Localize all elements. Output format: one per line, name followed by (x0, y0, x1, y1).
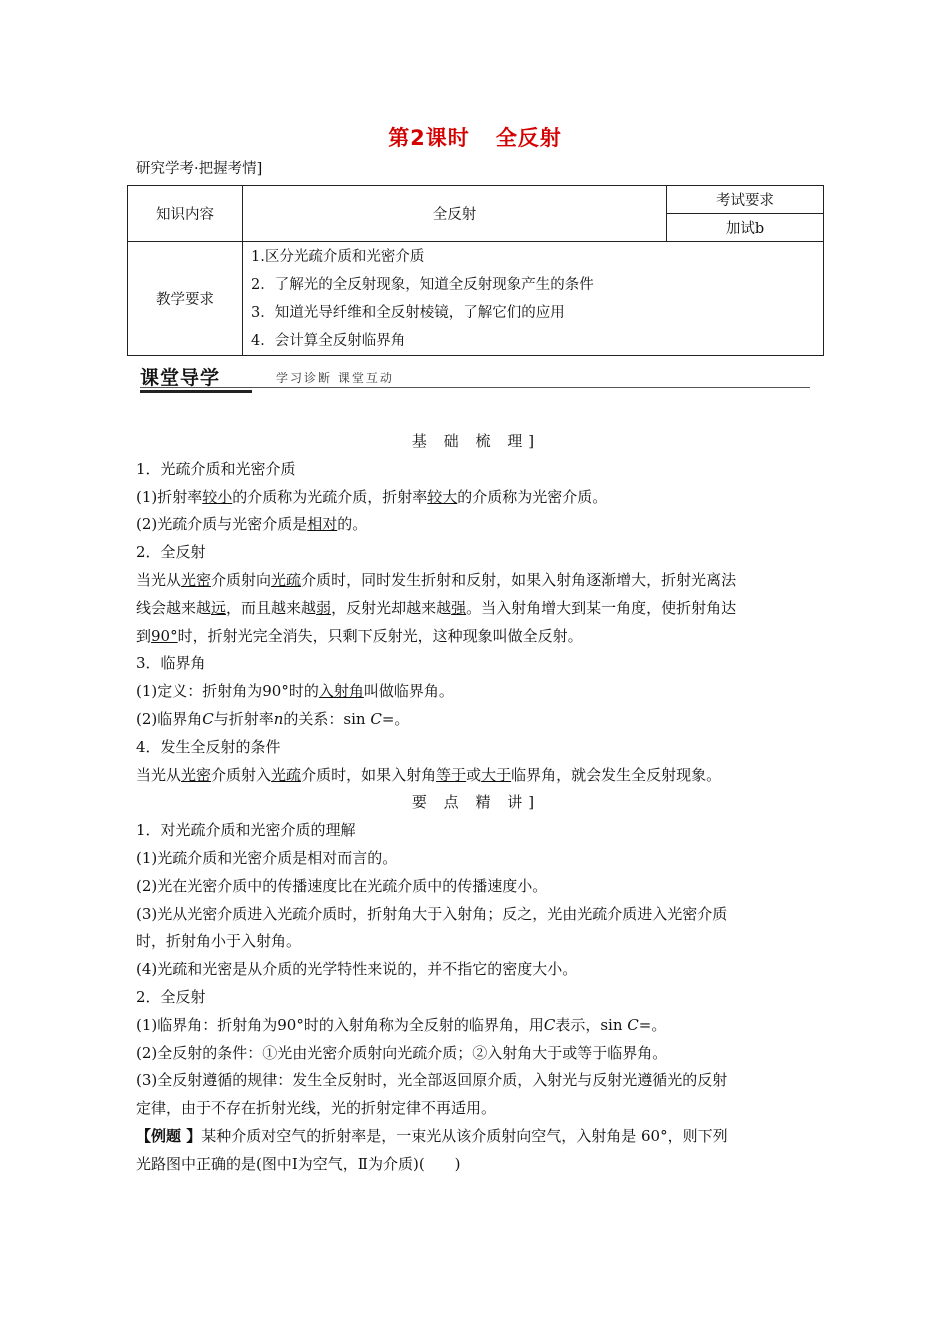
subheading: 研究学考·把握考情] (136, 161, 263, 177)
key-item: (3)全反射遵循的规律：发生全反射时，光全部返回原介质，入射光与反射光遵循光的反射 (136, 1071, 728, 1090)
title-lesson: 第2课时 (388, 126, 470, 150)
section-heading-key-points: 要 点 精 讲] (411, 793, 541, 812)
basics-tir-line-3: 到90°时，折射光完全消失，只剩下反射光，这种现象叫做全反射。 (136, 626, 583, 645)
key-item: (1)光疏介质和光密介质是相对而言的。 (136, 848, 398, 867)
knowledge-value-cell: 全反射 (243, 186, 667, 242)
goal-item: 3．知道光导纤维和全反射棱镜，了解它们的应用 (251, 304, 565, 321)
key-item-cont: 时，折射角小于入射角。 (136, 932, 302, 951)
basics-para-2: (2)光疏介质与光密介质是相对的。 (136, 515, 368, 534)
exam-req-label-cell: 考试要求 (667, 186, 824, 214)
exam-req-value-cell: 加试b (667, 214, 824, 242)
section-heading-basics: 基 础 梳 理] (411, 432, 541, 450)
teaching-goals-cell (243, 242, 824, 356)
basics-heading-1: 1．光疏介质和光密介质 (136, 459, 296, 478)
example-label: 【例题 】 (136, 1126, 202, 1145)
requirements-table (127, 185, 824, 356)
basics-critical-1: (1)定义：折射角为90°时的入射角叫做临界角。 (136, 682, 454, 701)
key-item: (2)全反射的条件：①光由光密介质射向光疏介质；②入射角大于或等于临界角。 (136, 1043, 668, 1062)
section-banner (140, 363, 810, 389)
basics-heading-4: 4．发生全反射的条件 (136, 737, 281, 756)
banner-label: 课堂导学 (140, 367, 221, 389)
goal-item: 4．会计算全反射临界角 (251, 332, 406, 349)
key-heading-2: 2．全反射 (136, 987, 206, 1006)
banner-tag: 学习诊断 课堂互动 (276, 371, 394, 385)
basics-critical-2: (2)临界角C与折射率n的关系：sin C=。 (136, 709, 410, 728)
example-question-cont: 光路图中正确的是(图中Ⅰ为空气，Ⅱ为介质)( ) (136, 1154, 461, 1173)
key-item: (1)临界角：折射角为90°时的入射角称为全反射的临界角，用C表示，sin C=。 (136, 1015, 667, 1034)
banner-rule-bold (140, 390, 252, 393)
basics-tir-line-1: 当光从光密介质射向光疏介质时，同时发生折射和反射，如果入射角逐渐增大，折射光离法 (136, 570, 737, 589)
page-title (0, 122, 950, 152)
banner-rule (140, 387, 810, 388)
goal-item: 2．了解光的全反射现象，知道全反射现象产生的条件 (251, 276, 594, 293)
key-item: (4)光疏和光密是从介质的光学特性来说的，并不指它的密度大小。 (136, 960, 578, 979)
example-question: 【例题 】某种介质对空气的折射率是，一束光从该介质射向空气，入射角是 60°，则下列 (136, 1126, 728, 1145)
basics-tir-line-2: 线会越来越远，而且越来越弱，反射光却越来越强。当入射角增大到某一角度，使折射角达 (136, 598, 737, 617)
title-topic: 全反射 (495, 126, 562, 150)
lesson-body (136, 428, 816, 1179)
teaching-label-cell: 教学要求 (128, 242, 243, 356)
basics-para-1: (1)折射率较小的介质称为光疏介质，折射率较大的介质称为光密介质。 (136, 487, 608, 506)
key-heading-1: 1．对光疏介质和光密介质的理解 (136, 821, 356, 840)
key-item: (2)光在光密介质中的传播速度比在光疏介质中的传播速度小。 (136, 876, 548, 895)
knowledge-label-cell: 知识内容 (128, 186, 243, 242)
basics-heading-2: 2．全反射 (136, 543, 206, 562)
basics-heading-3: 3．临界角 (136, 654, 206, 673)
goal-item: 1.区分光疏介质和光密介质 (251, 248, 425, 265)
key-item-cont: 定律，由于不存在折射光线，光的折射定律不再适用。 (136, 1099, 497, 1118)
key-item: (3)光从光密介质进入光疏介质时，折射角大于入射角；反之，光由光疏介质进入光密介质 (136, 904, 728, 923)
basics-condition: 当光从光密介质射入光疏介质时，如果入射角等于或大于临界角，就会发生全反射现象。 (136, 765, 722, 784)
